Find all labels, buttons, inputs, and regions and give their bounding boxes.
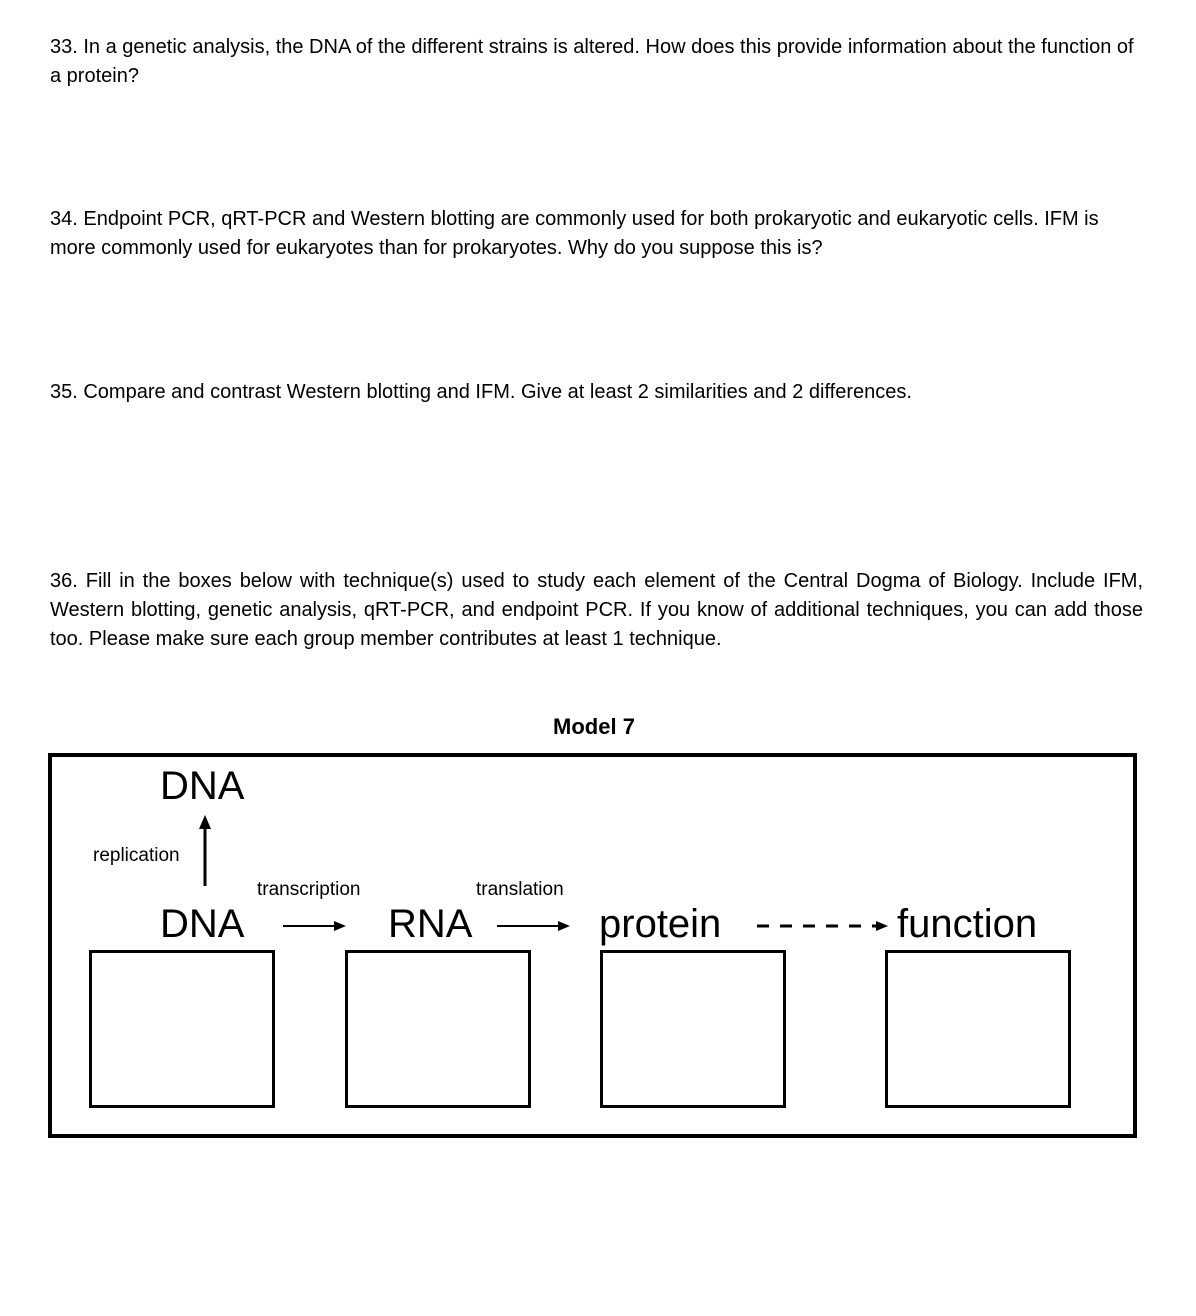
question-36: 36. Fill in the boxes below with technique(s) used to study each element of the Central Dogma of Biology. Include IFM, Western blotting, genetic analysis, qRT-PCR, and endpoint PCR. If you know of additional techniques, you can add those too. Please make sure each group member contributes at least 1 technique. xyxy=(50,570,1143,650)
question-34: 34. Endpoint PCR, qRT-PCR and Western blotting are commonly used for both prokaryotic and eukaryotic cells. IFM is more commonly used for eukaryotes than for prokaryotes. Why do you suppose this is? xyxy=(50,208,1099,259)
transcription-label: transcription xyxy=(257,879,361,900)
rna-label: RNA xyxy=(388,902,473,946)
question-33: 33. In a genetic analysis, the DNA of the different strains is altered. How does this provide information about the function of a protein? xyxy=(50,36,1134,87)
transcription-arrow-icon xyxy=(283,921,346,931)
dna-technique-box[interactable] xyxy=(89,950,275,1108)
rna-technique-box[interactable] xyxy=(345,950,531,1108)
translation-arrow-icon xyxy=(497,921,570,931)
question-35: 35. Compare and contrast Western blotting and IFM. Give at least 2 similarities and 2 differences. xyxy=(50,381,912,403)
protein-technique-box[interactable] xyxy=(600,950,786,1108)
dashed-arrow-icon xyxy=(757,921,888,931)
replication-arrow-icon xyxy=(199,815,211,886)
model-title: Model 7 xyxy=(553,714,635,739)
dna-top-label: DNA xyxy=(160,764,245,808)
translation-label: translation xyxy=(476,879,564,900)
protein-label: protein xyxy=(599,902,722,946)
function-technique-box[interactable] xyxy=(885,950,1071,1108)
replication-label: replication xyxy=(93,845,180,866)
dna-label: DNA xyxy=(160,902,245,946)
function-label: function xyxy=(897,902,1038,946)
